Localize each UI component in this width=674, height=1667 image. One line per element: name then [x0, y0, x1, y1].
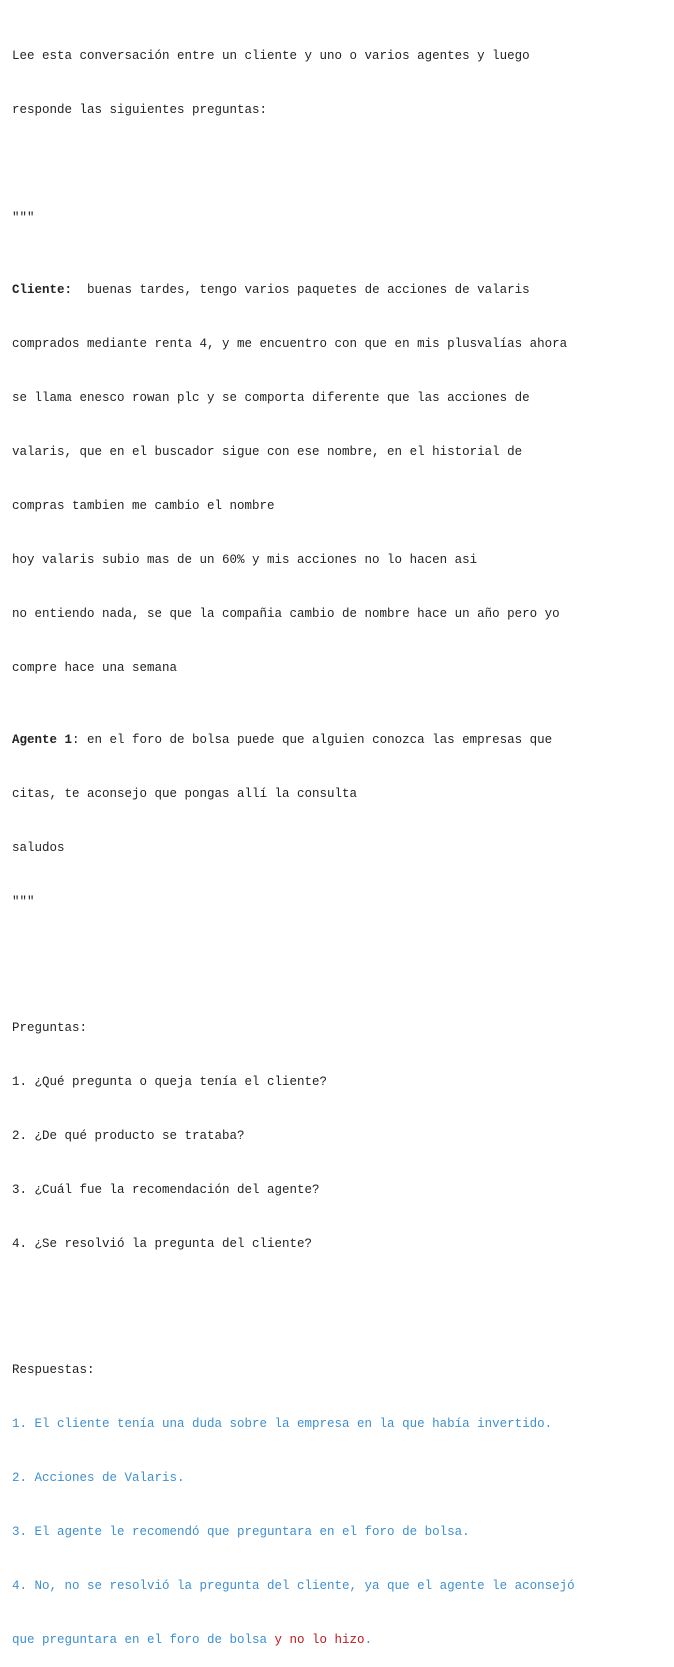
respuesta-4: 4. No, no se resolvió la pregunta del cliente, ya que el agente le aconsejó: [12, 1579, 575, 1593]
cliente-line-6: hoy valaris subio mas de un 60% y mis acciones no lo hacen asi: [12, 553, 478, 567]
blank-line: [12, 965, 662, 983]
agente-line-3: saludos: [12, 841, 65, 855]
respuesta-4-cont: que preguntara en el foro de bolsa: [12, 1633, 268, 1647]
cliente-line-3: se llama enesco rowan plc y se comporta diferente que las acciones de: [12, 391, 530, 405]
preguntas-header: Preguntas:: [12, 1021, 88, 1035]
cliente-line-1: [12, 281, 662, 299]
cliente-line-2: comprados mediante renta 4, y me encuentro con que en mis plusvalías ahora: [12, 337, 568, 351]
blank-line: [12, 155, 662, 173]
pregunta-1: 1. ¿Qué pregunta o queja tenía el cliente?: [12, 1075, 328, 1089]
respuestas-header: Respuestas:: [12, 1363, 95, 1377]
respuesta-1: 1. El cliente tenía una duda sobre la empresa en la que había invertido.: [12, 1417, 553, 1431]
respuesta-2: 2. Acciones de Valaris.: [12, 1471, 185, 1485]
cliente-line-8: compre hace una semana: [12, 661, 178, 675]
intro-line-2: responde las siguientes preguntas:: [12, 103, 268, 117]
quote-open: """: [12, 211, 35, 225]
intro-line-1: Lee esta conversación entre un cliente y uno o varios agentes y luego: [12, 49, 530, 63]
pregunta-2: 2. ¿De qué producto se trataba?: [12, 1129, 245, 1143]
quote-close: """: [12, 895, 35, 909]
pregunta-3: 3. ¿Cuál fue la recomendación del agente?: [12, 1183, 320, 1197]
respuesta-3: 3. El agente le recomendó que preguntara en el foro de bolsa.: [12, 1525, 470, 1539]
agente-label: Agente 1: [12, 733, 73, 747]
blank-line: [12, 1307, 662, 1325]
cliente-line-5: compras tambien me cambio el nombre: [12, 499, 275, 513]
agente-line-2: citas, te aconsejo que pongas allí la consulta: [12, 787, 358, 801]
respuesta-4-red: y no lo hizo: [267, 1633, 365, 1647]
cliente-line-7: no entiendo nada, se que la compañia cambio de nombre hace un año pero yo: [12, 607, 560, 621]
agente-text: : en el foro de bolsa puede que alguien conozca las empresas que: [72, 733, 553, 747]
document-body: [12, 11, 662, 1667]
respuesta-4-end: .: [364, 1633, 373, 1647]
cliente-line-4: valaris, que en el buscador sigue con ese nombre, en el historial de: [12, 445, 523, 459]
pregunta-4: 4. ¿Se resolvió la pregunta del cliente?: [12, 1237, 313, 1251]
cliente-label: Cliente:: [12, 283, 73, 297]
agente-line-1: [12, 731, 662, 749]
respuesta-4-cont-line: [12, 1631, 662, 1649]
cliente-text: buenas tardes, tengo varios paquetes de acciones de valaris: [72, 283, 530, 297]
